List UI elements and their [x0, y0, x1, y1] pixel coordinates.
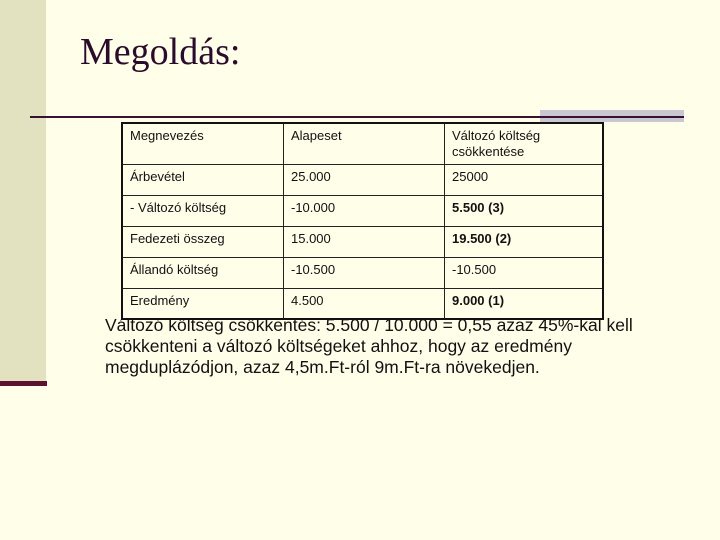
table-row [122, 226, 603, 257]
table-cell: -10.500 [284, 257, 445, 288]
table-row [122, 257, 603, 288]
table-cell: 19.500 (2) [445, 226, 604, 257]
table-cell: Állandó költség [122, 257, 284, 288]
table-header-row [122, 123, 603, 164]
table-cell: 25.000 [284, 164, 445, 195]
table-cell: -10.000 [284, 195, 445, 226]
table-row [122, 164, 603, 195]
title-rule [30, 116, 684, 118]
table-cell: 15.000 [284, 226, 445, 257]
table-cell: 4.500 [284, 288, 445, 319]
table-cell: - Változó költség [122, 195, 284, 226]
table-cell: 25000 [445, 164, 604, 195]
table-row [122, 195, 603, 226]
slide-title: Megoldás: [80, 31, 241, 73]
explanation-paragraph: Változó költség csökkentés: 5.500 / 10.000 = 0,55 azaz 45%-kal kell csökkenteni a változó költségeket ahhoz, hogy az eredmény megduplázódjon, azaz 4,5m.Ft-ról 9m.Ft-ra növekedjen. [105, 315, 633, 377]
table-cell: Árbevétel [122, 164, 284, 195]
table-cell: 9.000 (1) [445, 288, 604, 319]
table-cell: -10.500 [445, 257, 604, 288]
table-cell: 5.500 (3) [445, 195, 604, 226]
left-accent-bar [0, 381, 47, 386]
left-decorative-band [0, 0, 46, 386]
data-table [121, 122, 604, 320]
table-header-cell: Változó költség csökkentése [445, 123, 604, 164]
table-header-cell: Megnevezés [122, 123, 284, 164]
table-cell: Fedezeti összeg [122, 226, 284, 257]
table-header-cell: Alapeset [284, 123, 445, 164]
table-cell: Eredmény [122, 288, 284, 319]
